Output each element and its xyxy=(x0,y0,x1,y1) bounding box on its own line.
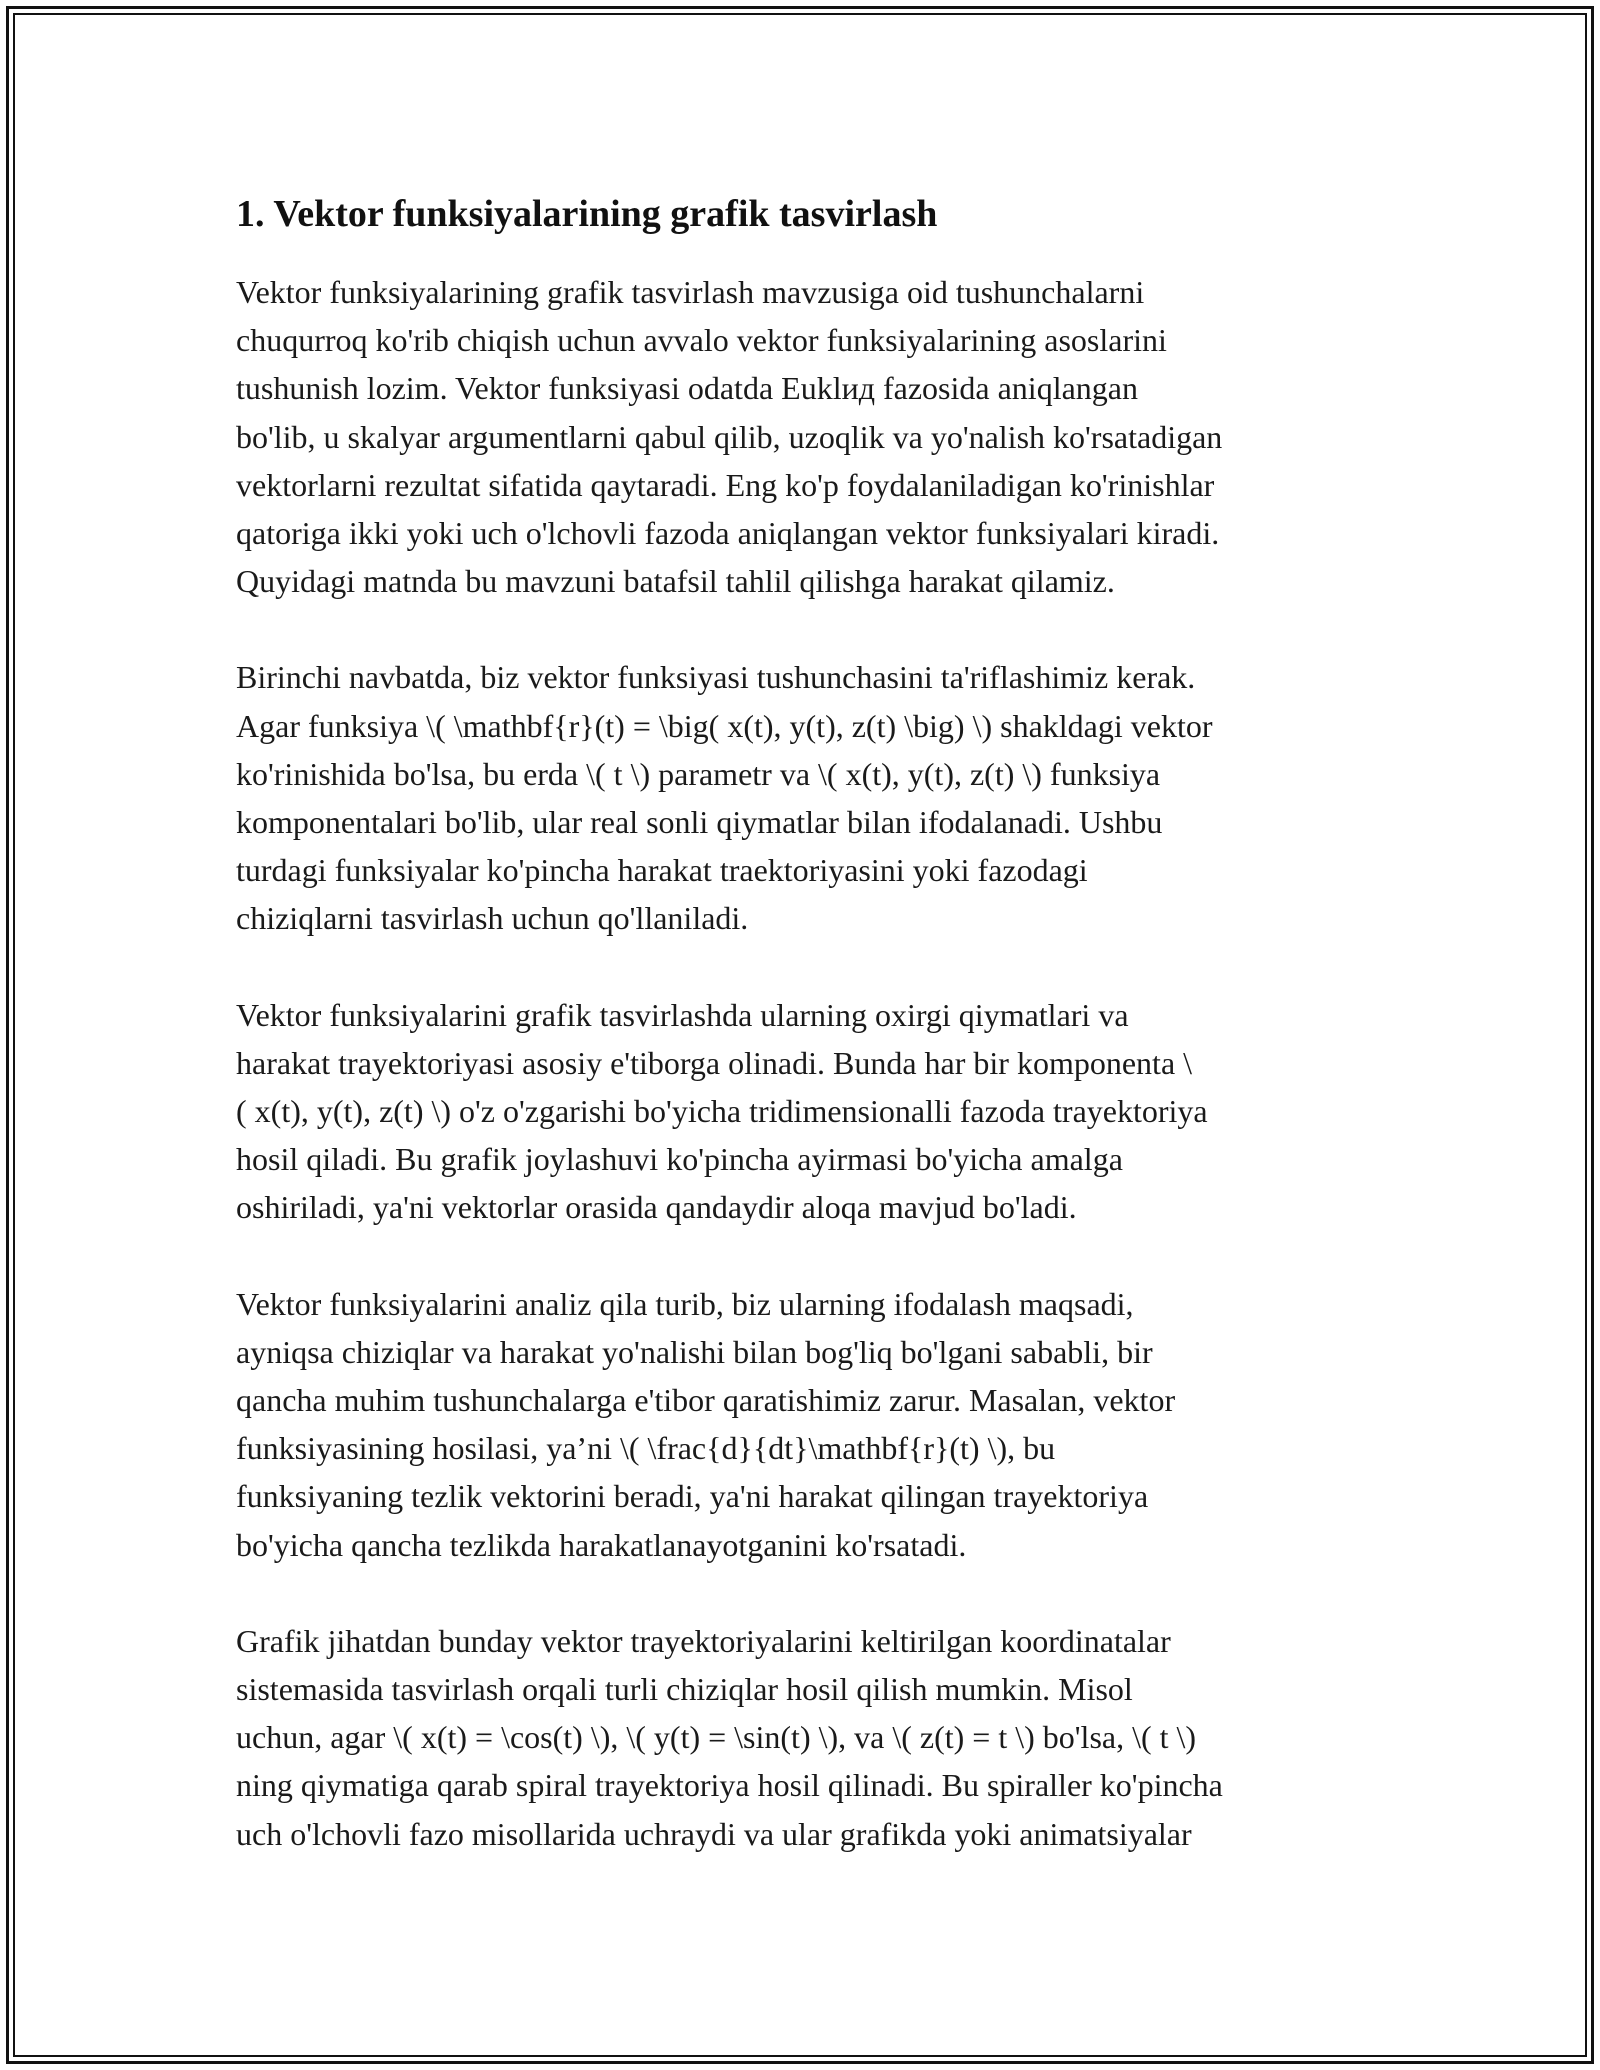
document-body xyxy=(236,186,1386,1906)
paragraph-5: Grafik jihatdan bunday vektor trayektoriyalarini keltirilgan koordinatalar sistemasida tasvirlash orqali turli chiziqlar hosil qilish mumkin. Misol uchun, agar \( x(t) = \cos(t) \), \( y(t) = \sin(t) \), va \( z(t) = t \) bo'lsa, \( t \) ning qiymatiga qarab spiral trayektoriya hosil qilinadi. Bu spiraller ko'pincha uch o'lchovli fazo misollarida uchraydi va ular grafikda yoki animatsiyalar xyxy=(236,1622,1223,1852)
paragraph-4: Vektor funksiyalarini analiz qila turib, biz ularning ifodalash maqsadi, ayniqsa chiziqlar va harakat yo'nalishi bilan bog'liq bo'lgani sababli, bir qancha muhim tushunchalarga e'tibor qaratishimiz zarur. Masalan, vektor funksiyasining hosilasi, ya’ni \( \frac{d}{dt}\mathbf{r}(t) \), bu funksiyaning tezlik vektorini beradi, ya'ni harakat qilingan trayektoriya bo'yicha qancha tezlikda harakatlanayotganini ko'rsatadi. xyxy=(236,1285,1176,1563)
section-heading: 1. Vektor funksiyalarining grafik tasvirlash xyxy=(236,193,938,235)
paragraph-3: Vektor funksiyalarini grafik tasvirlashda ularning oxirgi qiymatlari va harakat trayektoriyasi asosiy e'tiborga olinadi. Bunda har bir komponenta \ ( x(t), y(t), z(t) \) o'z o'zgarishi bo'yicha tridimensionalli fazoda trayektoriya hosil qiladi. Bu grafik joylashuvi ko'pincha ayirmasi bo'yicha amalga oshiriladi, ya'ni vektorlar orasida qandaydir aloqa mavjud bo'ladi. xyxy=(236,996,1208,1226)
paragraph-1: Vektor funksiyalarining grafik tasvirlash mavzusiga oid tushunchalarni chuqurroq ko'rib chiqish uchun avvalo vektor funksiyalarining asoslarini tushunish lozim. Vektor funksiyasi odatda Euklид fazosida aniqlangan bo'lib, u skalyar argumentlarni qabul qilib, uzoqlik va yo'nalish ko'rsatadigan vektorlarni rezultat sifatida qaytaradi. Eng ko'p foydalaniladigan ko'rinishlar qatoriga ikki yoki uch o'lchovli fazoda aniqlangan vektor funksiyalari kiradi. Quyidagi matnda bu mavzuni batafsil tahlil qilishga harakat qilamiz. xyxy=(236,274,1223,600)
paragraph-2: Birinchi navbatda, biz vektor funksiyasi tushunchasini ta'riflashimiz kerak. Agar funksiya \( \mathbf{r}(t) = \big( x(t), y(t), z(t) \big) \) shakldagi vektor ko'rinishida bo'lsa, bu erda \( t \) parametr va \( x(t), y(t), z(t) \) funksiya komponentalari bo'lib, ular real sonli qiymatlar bilan ifodalanadi. Ushbu turdagi funksiyalar ko'pincha harakat traektoriyasini yoki fazodagi chiziqlarni tasvirlash uchun qo'llaniladi. xyxy=(236,659,1213,937)
